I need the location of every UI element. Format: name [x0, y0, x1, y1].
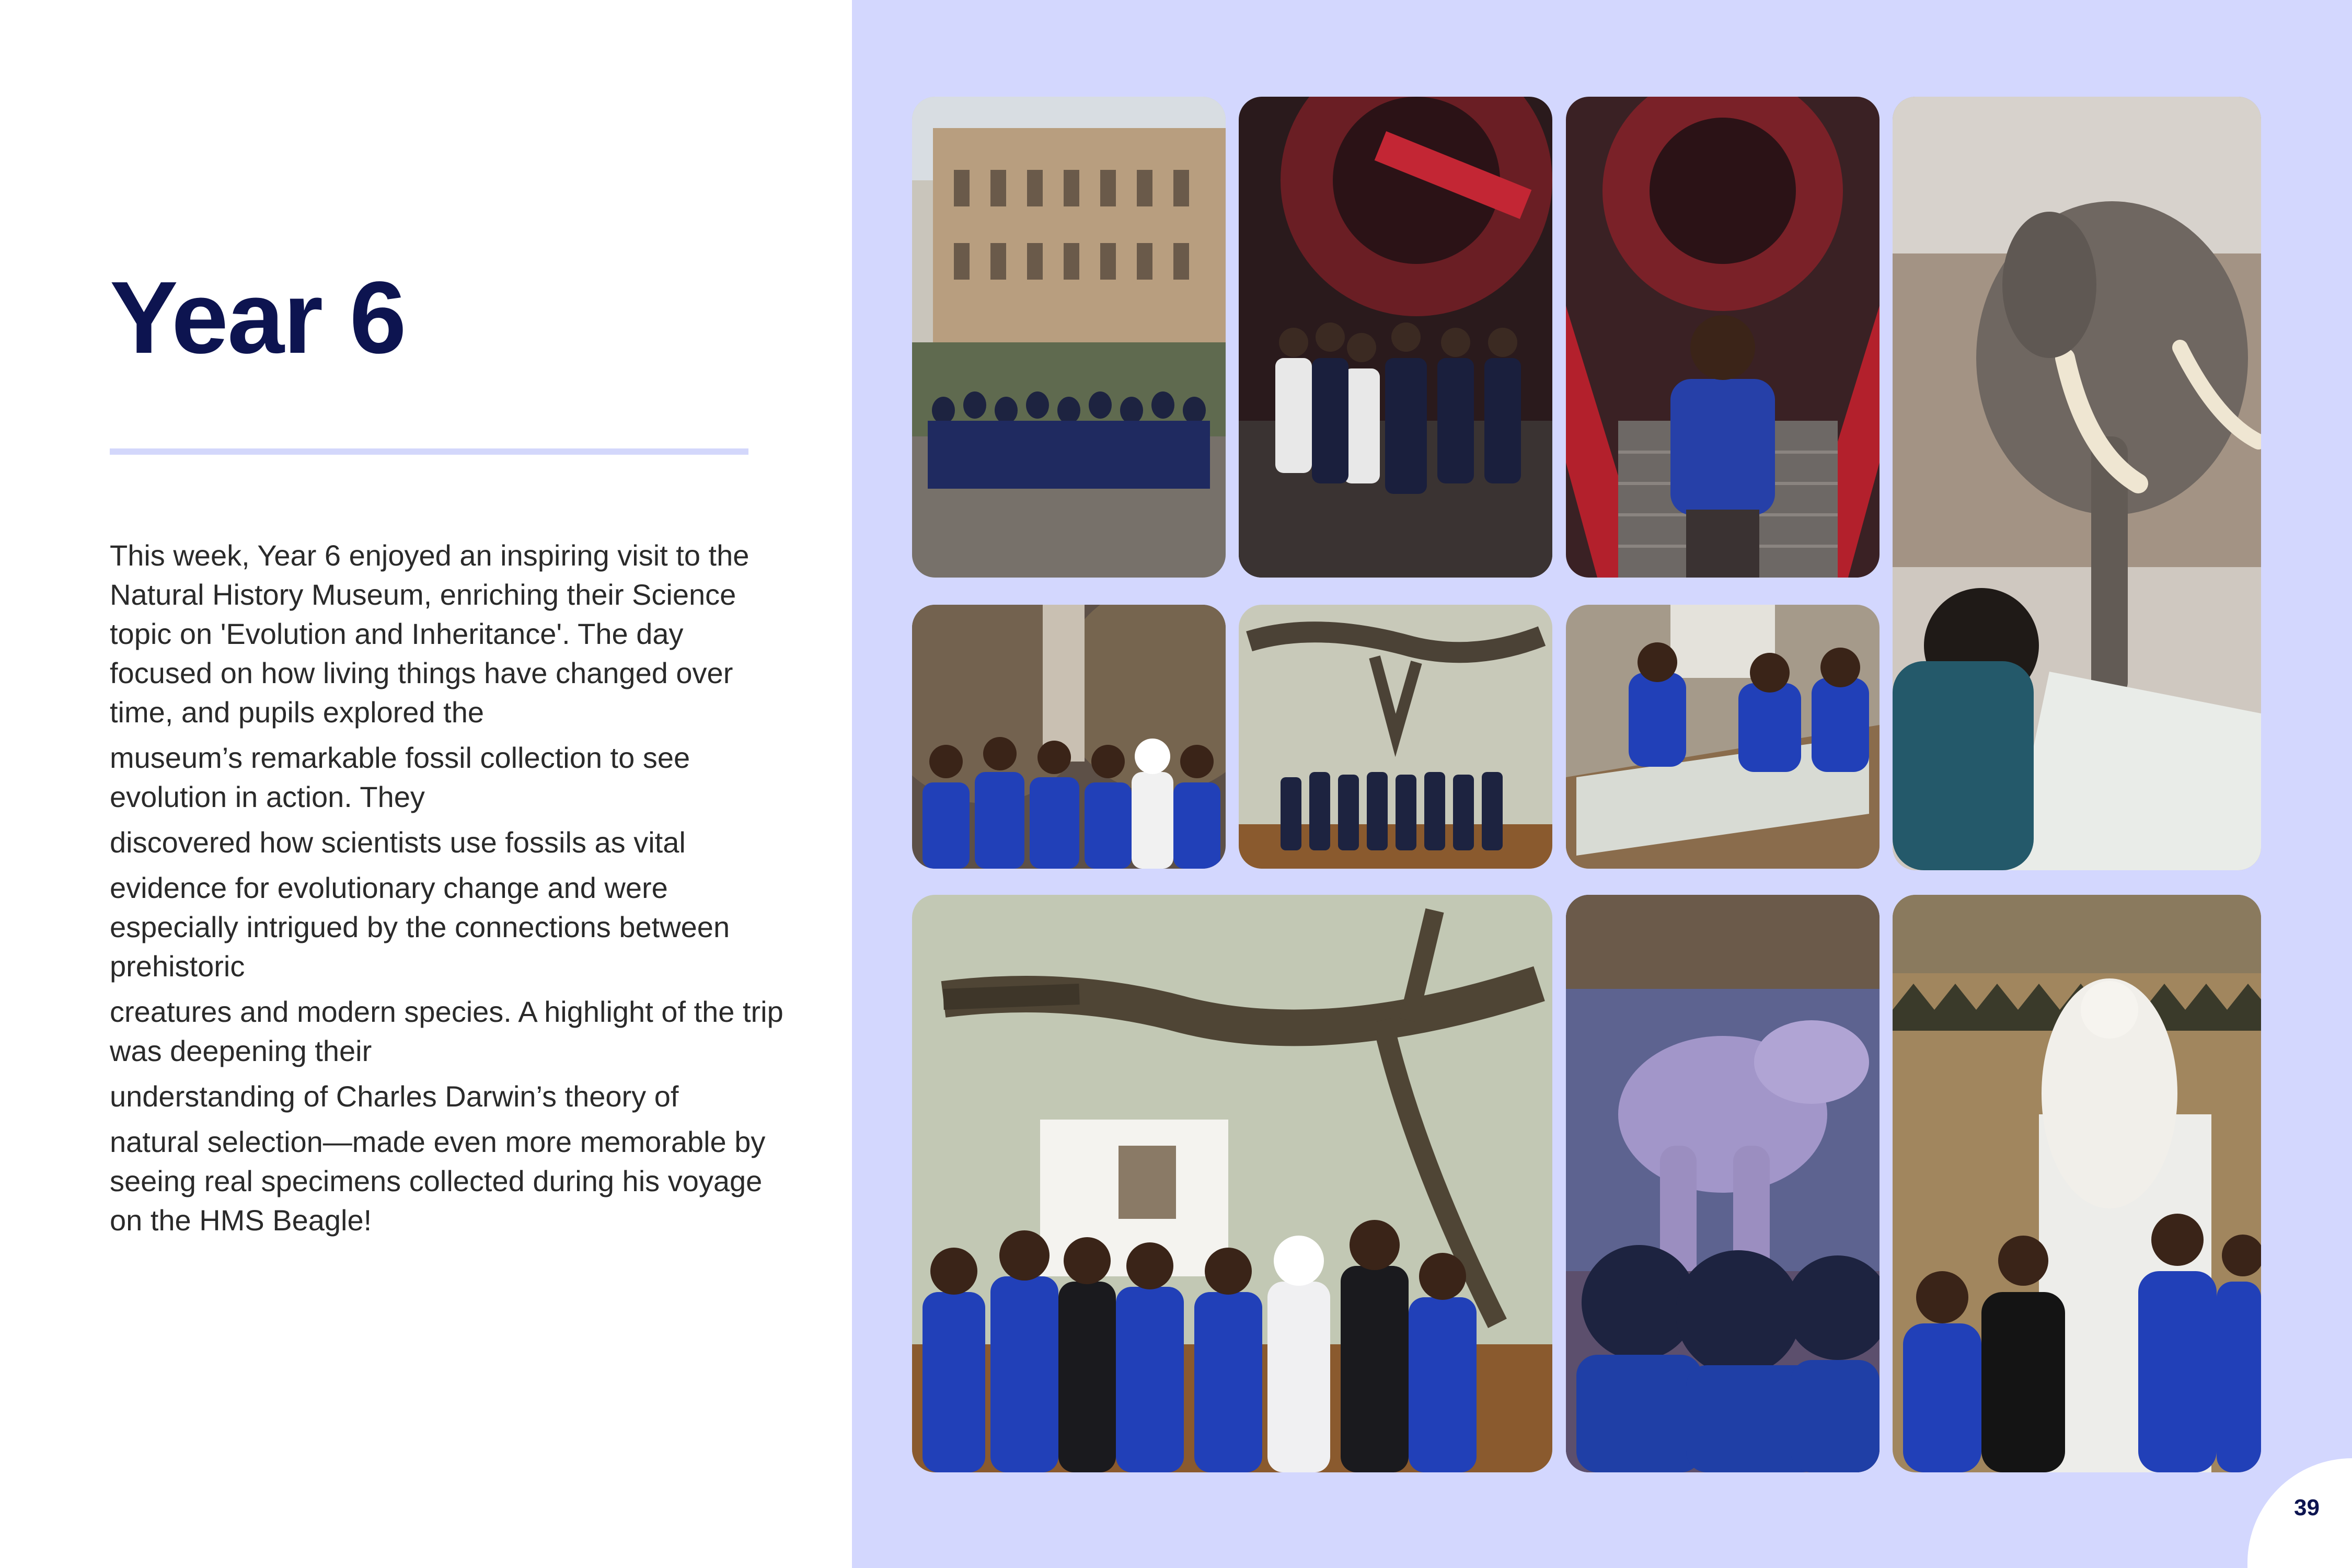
article-paragraph: This week, Year 6 enjoyed an inspiring visit to the Natural History Museum, enriching their Science topic on 'Evolution and Inheritance'. The day focused on how living things have changed over time, and pupils explored the [110, 539, 750, 729]
escalator-pupil-photo [1566, 97, 1880, 578]
ichthyosaur-fossil-group-photo [1239, 605, 1552, 869]
text-column [0, 0, 852, 1568]
article-paragraph: discovered how scientists use fossils as vital [110, 826, 686, 859]
article-paragraph: natural selection—made even more memorable by seeing real specimens collected during his voyage on the HMS Beagle! [110, 1125, 766, 1237]
elephant-exhibit-photo [1893, 97, 2261, 870]
article-paragraph: evidence for evolutionary change and were especially intrigued by the connections between prehistoric [110, 871, 730, 983]
article-paragraph: museum’s remarkable fossil collection to see evolution in action. They [110, 741, 690, 813]
museum-exterior-group-photo [912, 97, 1226, 578]
escalator-globe-group-photo [1239, 97, 1552, 578]
darwin-statue-group-photo [1893, 895, 2261, 1472]
article-paragraph: creatures and modern species. A highlight of the trip was deepening their [110, 995, 783, 1067]
page-title: Year 6 [110, 260, 406, 375]
display-case-pupils-photo [1566, 605, 1880, 869]
article-body [110, 536, 789, 1240]
article-paragraph: understanding of Charles Darwin’s theory of [110, 1080, 679, 1113]
page-number: 39 [2294, 1495, 2320, 1520]
marine-reptile-fossil-group-photo [912, 895, 1552, 1472]
dinosaur-model-photo [1566, 895, 1880, 1472]
fossil-tree-group-photo [912, 605, 1226, 869]
photo-gallery [852, 0, 2352, 1568]
title-divider [110, 448, 748, 455]
